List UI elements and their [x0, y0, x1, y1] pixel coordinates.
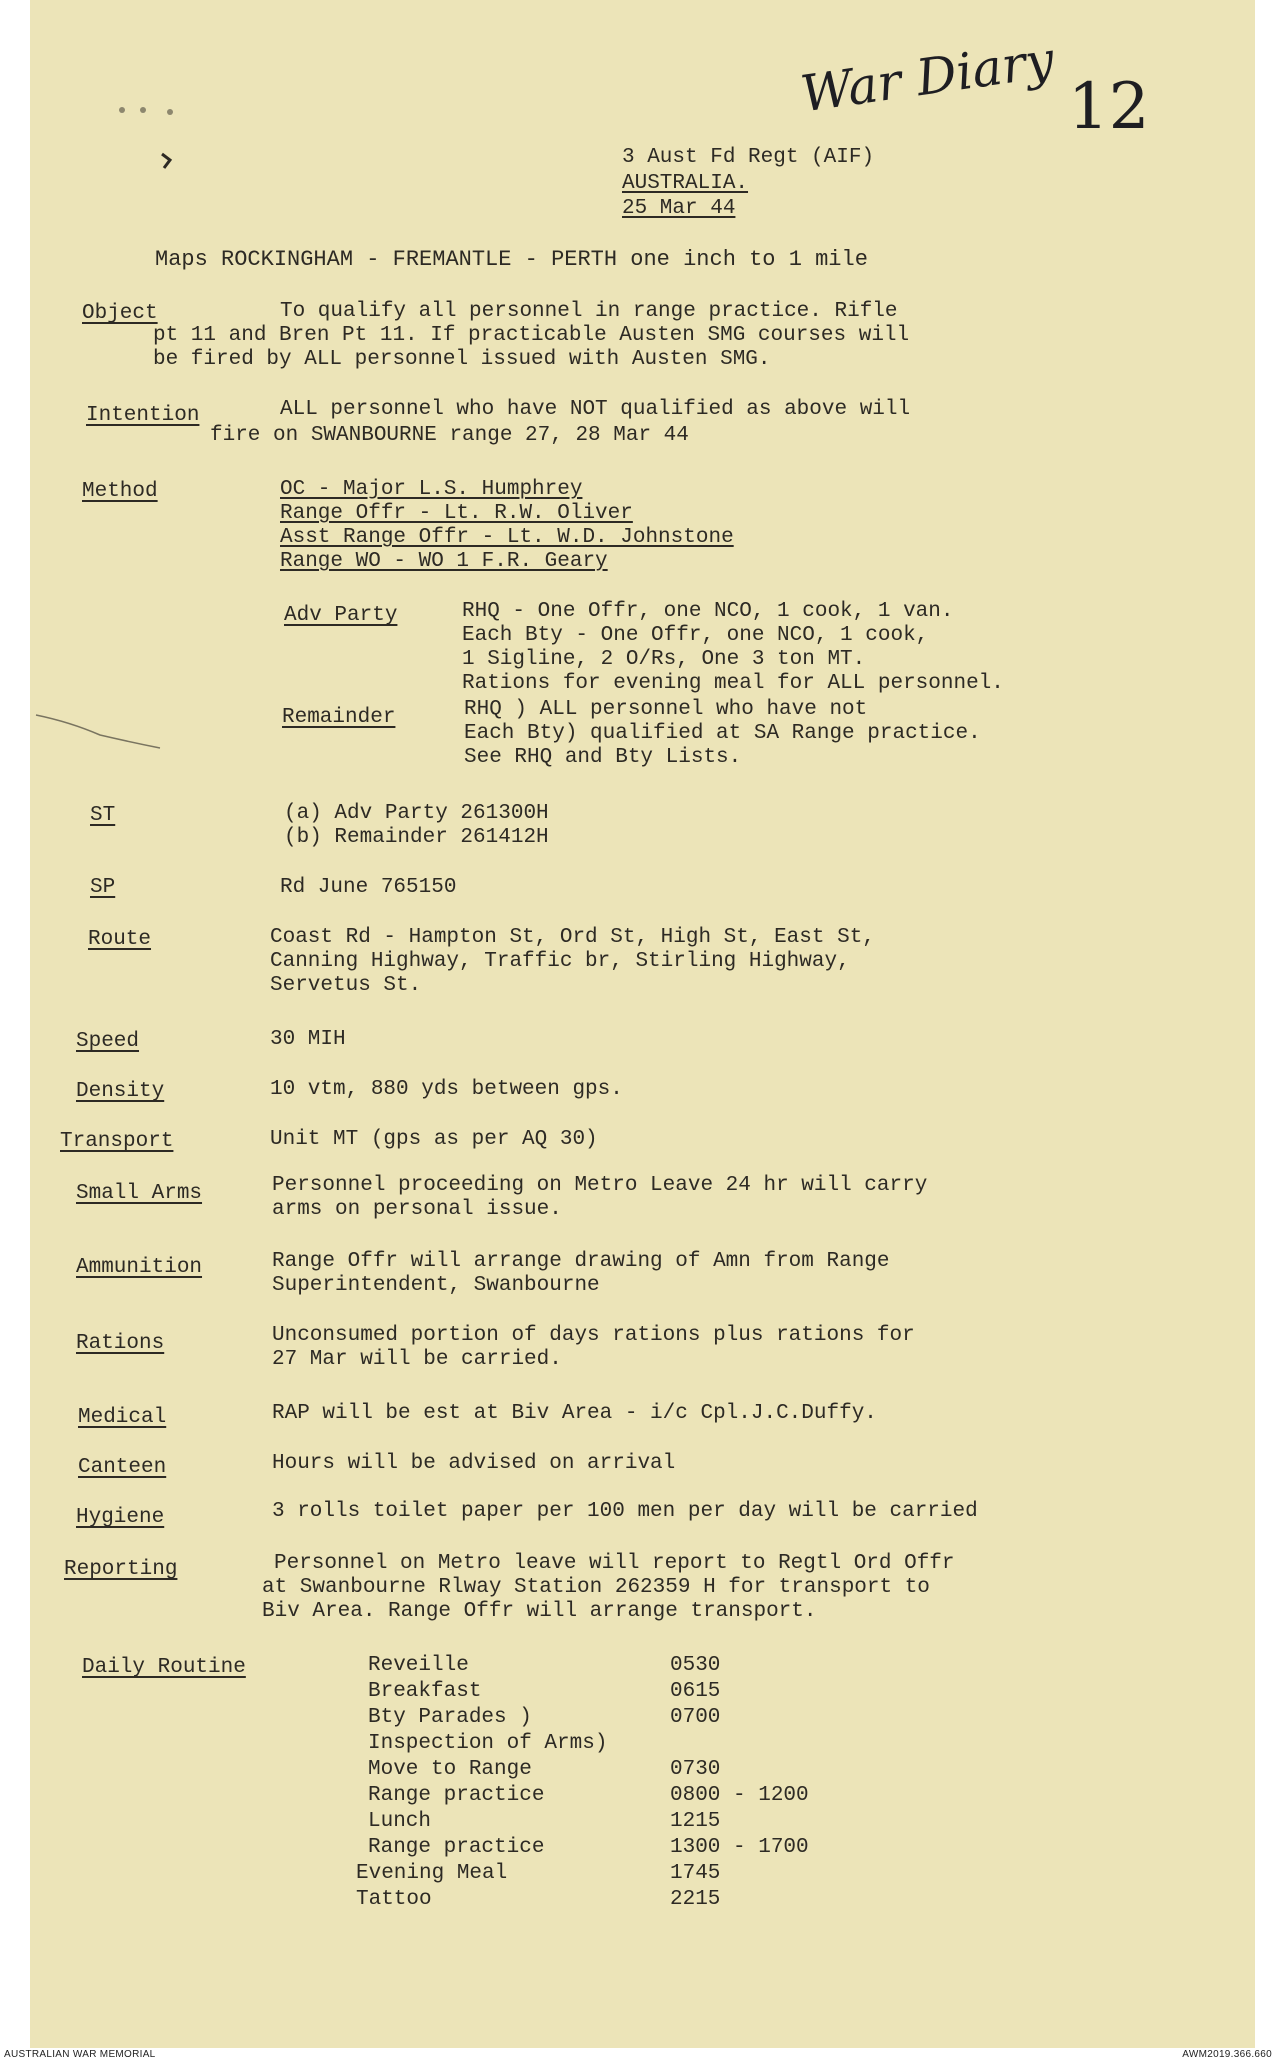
remainder-line-3: See RHQ and Bty Lists.: [464, 746, 742, 769]
object-line-2: pt 11 and Bren Pt 11. If practicable Austen SMG courses will: [153, 324, 910, 347]
method-oc: OC - Major L.S. Humphrey: [280, 478, 583, 501]
medical-line: RAP will be est at Biv Area - i/c Cpl.J.C.Duffy.: [272, 1402, 877, 1425]
method-asst-range-offr: Asst Range Offr - Lt. W.D. Johnstone: [280, 526, 734, 549]
routine-time: 0530: [670, 1654, 721, 1677]
routine-time: 0800 - 1200: [670, 1784, 809, 1807]
st-label: ST: [90, 804, 116, 827]
remainder-label: Remainder: [282, 706, 396, 729]
adv-party-line-1: RHQ - One Offr, one NCO, 1 cook, 1 van.: [462, 600, 954, 623]
daily-routine-label: Daily Routine: [82, 1656, 246, 1679]
routine-event: Inspection of Arms): [368, 1732, 608, 1755]
rations-line-2: 27 Mar will be carried.: [272, 1348, 562, 1371]
object-label: Object: [82, 302, 158, 325]
ammunition-line-2: Superintendent, Swanbourne: [272, 1274, 600, 1297]
density-label: Density: [76, 1080, 165, 1103]
intention-line-2: fire on SWANBOURNE range 27, 28 Mar 44: [210, 424, 689, 447]
method-range-offr: Range Offr - Lt. R.W. Oliver: [280, 502, 633, 525]
route-label: Route: [88, 928, 152, 951]
medical-label: Medical: [78, 1406, 167, 1429]
routine-event: Lunch: [368, 1810, 432, 1833]
route-line-1: Coast Rd - Hampton St, Ord St, High St, East St,: [270, 926, 875, 949]
document-date: 25 Mar 44: [622, 197, 736, 220]
ammunition-line-1: Range Offr will arrange drawing of Amn from Range: [272, 1250, 890, 1273]
reporting-line-1: Personnel on Metro leave will report to Regtl Ord Offr: [274, 1552, 955, 1575]
rations-line-1: Unconsumed portion of days rations plus rations for: [272, 1324, 915, 1347]
speed-label: Speed: [76, 1030, 140, 1053]
small-arms-label: Small Arms: [76, 1182, 203, 1205]
reporting-line-3: Biv Area. Range Offr will arrange transport.: [262, 1600, 817, 1623]
route-line-3: Servetus St.: [270, 974, 422, 997]
st-line-a: (a) Adv Party 261300H: [284, 802, 549, 825]
canteen-label: Canteen: [78, 1456, 167, 1479]
adv-party-label: Adv Party: [284, 604, 398, 627]
routine-event: Range practice: [368, 1836, 545, 1859]
routine-time: 1215: [670, 1810, 721, 1833]
method-label: Method: [82, 480, 158, 503]
footer-accession-number: AWM2019.366.660: [1182, 2049, 1272, 2060]
method-range-wo: Range WO - WO 1 F.R. Geary: [280, 550, 608, 573]
route-line-2: Canning Highway, Traffic br, Stirling Highway,: [270, 950, 850, 973]
canteen-line: Hours will be advised on arrival: [272, 1452, 676, 1475]
handwritten-page-number: 12: [1068, 70, 1150, 144]
intention-label: Intention: [86, 404, 200, 427]
ammunition-label: Ammunition: [76, 1256, 203, 1279]
handwritten-war-diary-note: War Diary: [797, 30, 1058, 124]
location-heading: AUSTRALIA.: [622, 172, 749, 195]
st-line-b: (b) Remainder 261412H: [284, 826, 549, 849]
sp-label: SP: [90, 876, 116, 899]
adv-party-line-3: 1 Sigline, 2 O/Rs, One 3 ton MT.: [462, 648, 866, 671]
speed-line: 30 MIH: [270, 1028, 346, 1051]
remainder-line-1: RHQ ) ALL personnel who have not: [464, 698, 868, 721]
routine-event: Breakfast: [368, 1680, 482, 1703]
density-line: 10 vtm, 880 yds between gps.: [270, 1078, 623, 1101]
routine-event: Range practice: [368, 1784, 545, 1807]
remainder-line-2: Each Bty) qualified at SA Range practice.: [464, 722, 981, 745]
routine-time: 0615: [670, 1680, 721, 1703]
routine-time: 1300 - 1700: [670, 1836, 809, 1859]
transport-line: Unit MT (gps as per AQ 30): [270, 1128, 598, 1151]
routine-time: 1745: [670, 1862, 721, 1885]
routine-time: 0700: [670, 1706, 721, 1729]
routine-event: Reveille: [368, 1654, 469, 1677]
rations-label: Rations: [76, 1332, 165, 1355]
maps-line: Maps ROCKINGHAM - FREMANTLE - PERTH one inch to 1 mile: [155, 247, 868, 272]
transport-label: Transport: [60, 1130, 174, 1153]
small-arms-line-1: Personnel proceeding on Metro Leave 24 hr will carry: [272, 1174, 928, 1197]
adv-party-line-2: Each Bty - One Offr, one NCO, 1 cook,: [462, 624, 929, 647]
routine-event: Evening Meal: [356, 1862, 508, 1885]
unit-heading: 3 Aust Fd Regt (AIF): [622, 146, 875, 169]
intention-line-1: ALL personnel who have NOT qualified as above will: [280, 398, 911, 421]
small-arms-line-2: arms on personal issue.: [272, 1198, 562, 1221]
adv-party-line-4: Rations for evening meal for ALL personnel.: [462, 672, 1004, 695]
routine-time: 2215: [670, 1888, 721, 1911]
routine-event: Tattoo: [356, 1888, 432, 1911]
object-line-1: To qualify all personnel in range practice. Rifle: [280, 300, 898, 323]
reporting-label: Reporting: [64, 1558, 178, 1581]
routine-event: Move to Range: [368, 1758, 532, 1781]
footer-archive-name: AUSTRALIAN WAR MEMORIAL: [4, 2049, 156, 2060]
object-line-3: be fired by ALL personnel issued with Austen SMG.: [153, 348, 771, 371]
routine-time: 0730: [670, 1758, 721, 1781]
reporting-line-2: at Swanbourne Rlway Station 262359 H for transport to: [262, 1576, 930, 1599]
sp-line: Rd June 765150: [280, 876, 457, 899]
hygiene-line: 3 rolls toilet paper per 100 men per day will be carried: [272, 1500, 978, 1523]
hygiene-label: Hygiene: [76, 1506, 165, 1529]
routine-event: Bty Parades ): [368, 1706, 532, 1729]
